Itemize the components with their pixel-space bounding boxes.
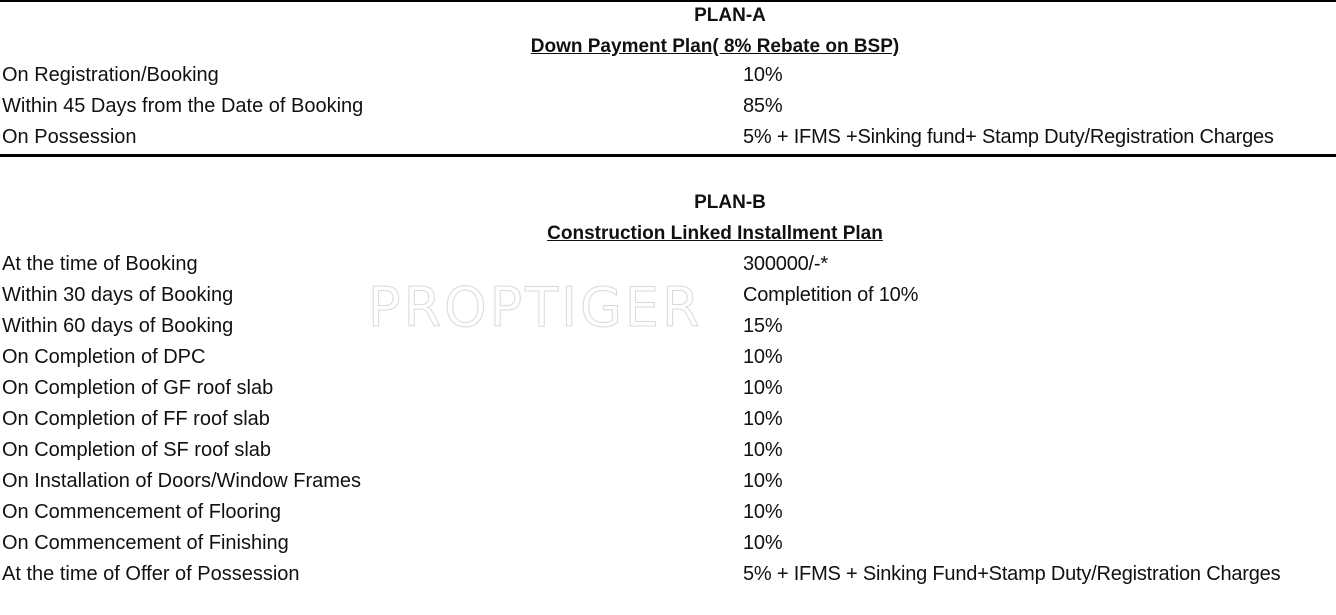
plan-b-row-value: 10% xyxy=(743,501,783,523)
plan-a-title: PLAN-A xyxy=(694,5,766,26)
plan-b-row xyxy=(0,311,1336,342)
plan-b-title: PLAN-B xyxy=(694,192,766,213)
plan-b-row xyxy=(0,435,1336,466)
plan-b-row-label: At the time of Offer of Possession xyxy=(2,563,300,585)
plan-b-row xyxy=(0,404,1336,435)
plan-b-row-value: 15% xyxy=(743,315,783,337)
plan-a-row xyxy=(0,60,1336,91)
plan-b-row-label: On Completion of FF roof slab xyxy=(2,408,270,430)
plan-b-row-value: 10% xyxy=(743,532,783,554)
plan-b-row-value: 10% xyxy=(743,346,783,368)
plan-b-row xyxy=(0,559,1336,590)
section-divider xyxy=(0,154,1336,157)
plan-b-row xyxy=(0,342,1336,373)
plan-b-row-value: 10% xyxy=(743,439,783,461)
plan-b-row xyxy=(0,466,1336,497)
plan-a-row-label: Within 45 Days from the Date of Booking xyxy=(2,95,364,117)
plan-b-row-value: Completition of 10% xyxy=(743,284,919,306)
plan-b-row xyxy=(0,280,1336,311)
plan-b-row-label: On Commencement of Finishing xyxy=(2,532,289,554)
plan-a-row xyxy=(0,122,1336,153)
plan-a-row xyxy=(0,91,1336,122)
plan-a-subtitle: Down Payment Plan( 8% Rebate on BSP) xyxy=(530,36,900,57)
plan-a-row-label: On Possession xyxy=(2,126,137,148)
proptiger-watermark: PROPTIGER xyxy=(368,276,703,339)
plan-b-row xyxy=(0,497,1336,528)
plan-b-row-value: 10% xyxy=(743,408,783,430)
plan-b-row-value: 300000/-* xyxy=(743,253,828,275)
plan-a-row-value: 10% xyxy=(743,64,783,86)
plan-a-row-label: On Registration/Booking xyxy=(2,64,219,86)
plan-b-row-label: At the time of Booking xyxy=(2,253,198,275)
plan-b-row-value: 10% xyxy=(743,377,783,399)
plan-b-row-label: On Completion of GF roof slab xyxy=(2,377,274,399)
plan-b-row xyxy=(0,249,1336,280)
plan-b-row xyxy=(0,528,1336,559)
plan-b-row-value: 10% xyxy=(743,470,783,492)
plan-b-row-label: On Completion of SF roof slab xyxy=(2,439,272,461)
plan-b-row-label: Within 60 days of Booking xyxy=(2,315,234,337)
plan-a-row-value: 5% + IFMS +Sinking fund+ Stamp Duty/Registration Charges xyxy=(743,126,1274,148)
plan-b-row-label: On Installation of Doors/Window Frames xyxy=(2,470,362,492)
plan-b-row-value: 5% + IFMS + Sinking Fund+Stamp Duty/Registration Charges xyxy=(743,563,1281,585)
plan-b-row-label: On Commencement of Flooring xyxy=(2,501,282,523)
top-divider xyxy=(0,0,1336,2)
plan-b-row-label: Within 30 days of Booking xyxy=(2,284,234,306)
plan-a-row-value: 85% xyxy=(743,95,783,117)
plan-b-row xyxy=(0,373,1336,404)
plan-b-subtitle: Construction Linked Installment Plan xyxy=(547,223,883,244)
plan-b-row-label: On Completion of DPC xyxy=(2,346,206,368)
